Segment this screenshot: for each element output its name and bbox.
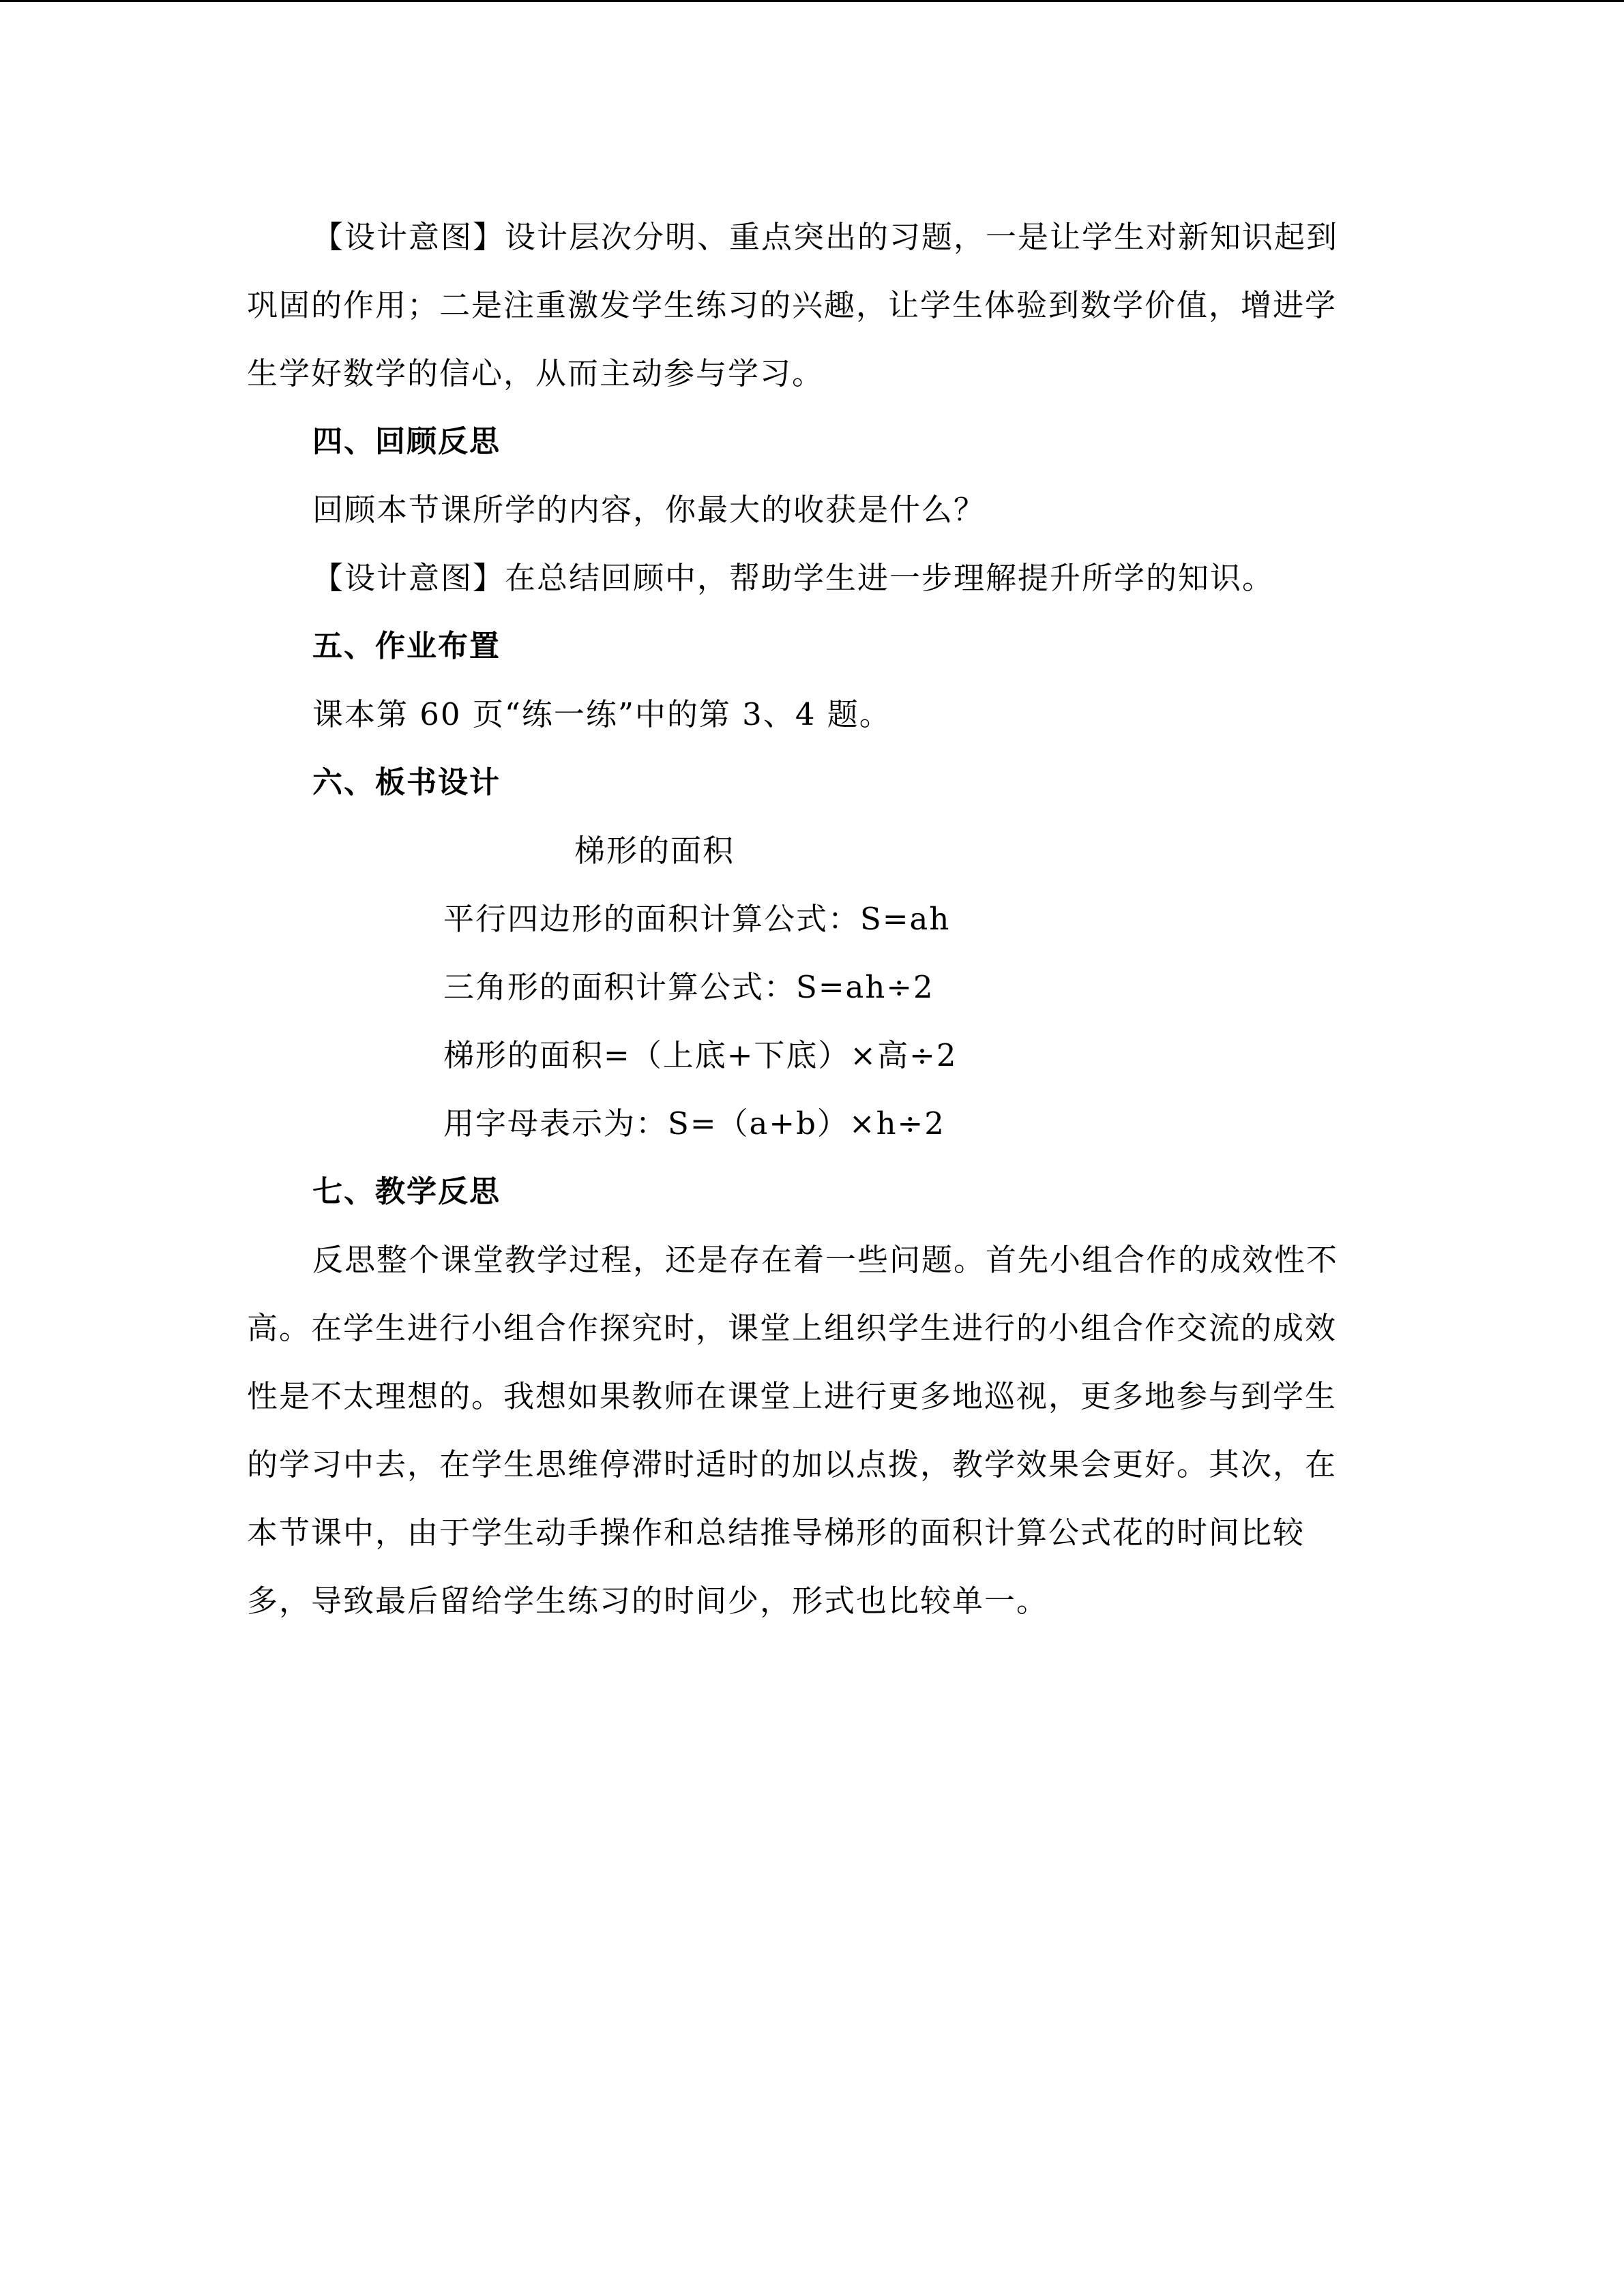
reflection-line-5: 本节课中，由于学生动手操作和总结推导梯形的面积计算公式花的时间比较	[247, 1515, 1305, 1551]
reflection-line-4: 的学习中去，在学生思维停滞时适时的加以点拨，教学效果会更好。其次，在	[247, 1446, 1338, 1482]
board-formula-triangle: 三角形的面积计算公式：S=ah÷2	[443, 969, 934, 1005]
design-intent-line-1: 【设计意图】设计层次分明、重点突出的习题，一是让学生对新知识起到	[312, 219, 1339, 255]
section-heading-reflection: 七、教学反思	[312, 1174, 501, 1209]
section-heading-board-design: 六、板书设计	[312, 765, 501, 800]
design-intent-line-3: 生学好数学的信心，从而主动参与学习。	[247, 355, 825, 391]
reflection-line-1: 反思整个课堂教学过程，还是存在着一些问题。首先小组合作的成效性不	[312, 1242, 1339, 1278]
board-formula-trapezoid: 梯形的面积=（上底+下底）×高÷2	[443, 1037, 958, 1073]
design-intent-line-2: 巩固的作用；二是注重激发学生练习的兴趣，让学生体验到数学价值，增进学	[247, 287, 1338, 323]
review-design-intent: 【设计意图】在总结回顾中，帮助学生进一步理解提升所学的知识。	[312, 560, 1275, 596]
reflection-line-6: 多，导致最后留给学生练习的时间少，形式也比较单一。	[247, 1583, 1049, 1619]
board-title: 梯形的面积	[574, 833, 735, 869]
reflection-line-2: 高。在学生进行小组合作探究时，课堂上组织学生进行的小组合作交流的成效	[247, 1310, 1338, 1346]
section-heading-homework: 五、作业布置	[312, 629, 501, 664]
review-question: 回顾本节课所学的内容，你最大的收获是什么？	[312, 492, 986, 528]
homework-text: 课本第 60 页“练一练”中的第 3、4 题。	[312, 696, 891, 732]
section-heading-review: 四、回顾反思	[312, 424, 501, 459]
reflection-line-3: 性是不太理想的。我想如果教师在课堂上进行更多地巡视，更多地参与到学生	[247, 1378, 1338, 1414]
board-formula-letters: 用字母表示为：S=（a+b）×h÷2	[443, 1105, 945, 1142]
board-formula-parallelogram: 平行四边形的面积计算公式：S=ah	[443, 901, 951, 937]
